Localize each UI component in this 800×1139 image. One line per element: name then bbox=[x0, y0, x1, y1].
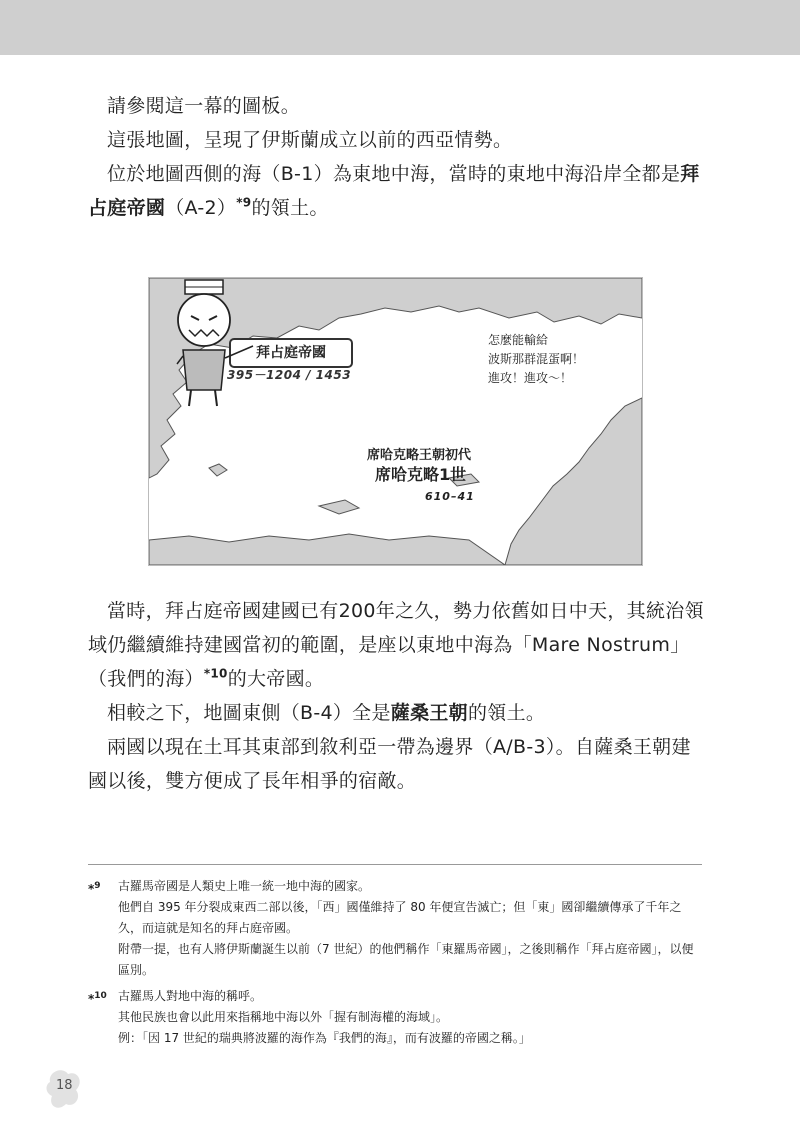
page-number: 18 bbox=[44, 1068, 84, 1108]
footnote-10-line-3: 例：「因 17 世紀的瑞典將波羅的海作為『我們的海』，而有波羅的帝國之稱。」 bbox=[118, 1031, 531, 1045]
footnote-9 bbox=[88, 876, 704, 981]
intro-text bbox=[88, 89, 704, 225]
main-paragraph-2: 相較之下，地圖東側（B-4）全是薩桑王朝的領土。 bbox=[107, 702, 546, 724]
character-name: 席哈克略1世 bbox=[375, 465, 467, 484]
header-band bbox=[0, 0, 800, 55]
intro-line-3: 位於地圖西側的海（B-1）為東地中海，當時的東地中海沿岸全都是拜占庭帝國（A-2）$^{*9}$的領土。 bbox=[88, 163, 700, 219]
main-text bbox=[88, 594, 704, 798]
footnote-10-line-2: 其他民族也會以此用來指稱地中海以外「握有制海權的海域」。 bbox=[118, 1010, 449, 1024]
intro-line-1: 請參閱這一幕的圖板。 bbox=[107, 95, 301, 117]
footnote-9-line-2: 他們自 395 年分裂成東西二部以後，「西」國僅維持了 80 年便宣告滅亡；但「東」國卻繼續傳承了千年之久，而這就是知名的拜占庭帝國。 bbox=[118, 900, 682, 935]
heraclius-character-icon bbox=[149, 278, 259, 413]
footnote-10 bbox=[88, 986, 704, 1049]
sasanian-term: 薩桑王朝 bbox=[390, 702, 468, 724]
footnote-ref-9[interactable]: *9 bbox=[236, 195, 252, 210]
main-paragraph-3: 兩國以現在土耳其東部到敘利亞一帶為邊界（A/B-3）。自薩桑王朝建國以後，雙方便成了長年相爭的宿敵。 bbox=[88, 736, 691, 792]
byzantine-term: 拜占庭帝國 bbox=[88, 163, 700, 219]
character-years: 610–41 bbox=[425, 490, 475, 503]
footnote-9-mark: *$^9$ bbox=[88, 881, 101, 896]
character-era: 席哈克略王朝初代 bbox=[367, 448, 472, 463]
byzantine-empire-label: 拜占庭帝國 bbox=[229, 338, 353, 368]
footnote-10-mark: *$^{10}$ bbox=[88, 991, 107, 1006]
main-paragraph-1: 當時，拜占庭帝國建國已有200年之久，勢力依舊如日中天，其統治領域仍繼續維持建國當初的範圍，是座以東地中海為「Mare Nostrum」（我們的海）$^{*10}$的大帝國。 bbox=[88, 600, 704, 690]
intro-line-2: 這張地圖，呈現了伊斯蘭成立以前的西亞情勢。 bbox=[107, 129, 513, 151]
footnote-10-line-1: 古羅馬人對地中海的稱呼。 bbox=[118, 989, 263, 1003]
footnote-9-line-3: 附帶一提，也有人將伊斯蘭誕生以前（7 世紀）的他們稱作「東羅馬帝國」，之後則稱作「拜占庭帝國」，以便區別。 bbox=[118, 942, 694, 977]
byzantine-empire-years: 395－1204 / 1453 bbox=[227, 368, 352, 382]
map-figure bbox=[148, 277, 643, 566]
speech-line-1: 怎麼能輸給 bbox=[488, 333, 549, 347]
speech-line-3: 進攻！進攻～！ bbox=[488, 371, 573, 385]
footnote-9-line-1: 古羅馬帝國是人類史上唯一統一地中海的國家。 bbox=[118, 879, 371, 893]
footnote-divider bbox=[88, 864, 702, 865]
speech-line-2: 波斯那群混蛋啊！ bbox=[488, 352, 585, 366]
speech-bubble bbox=[488, 331, 584, 388]
footnote-ref-10[interactable]: *10 bbox=[203, 666, 228, 681]
